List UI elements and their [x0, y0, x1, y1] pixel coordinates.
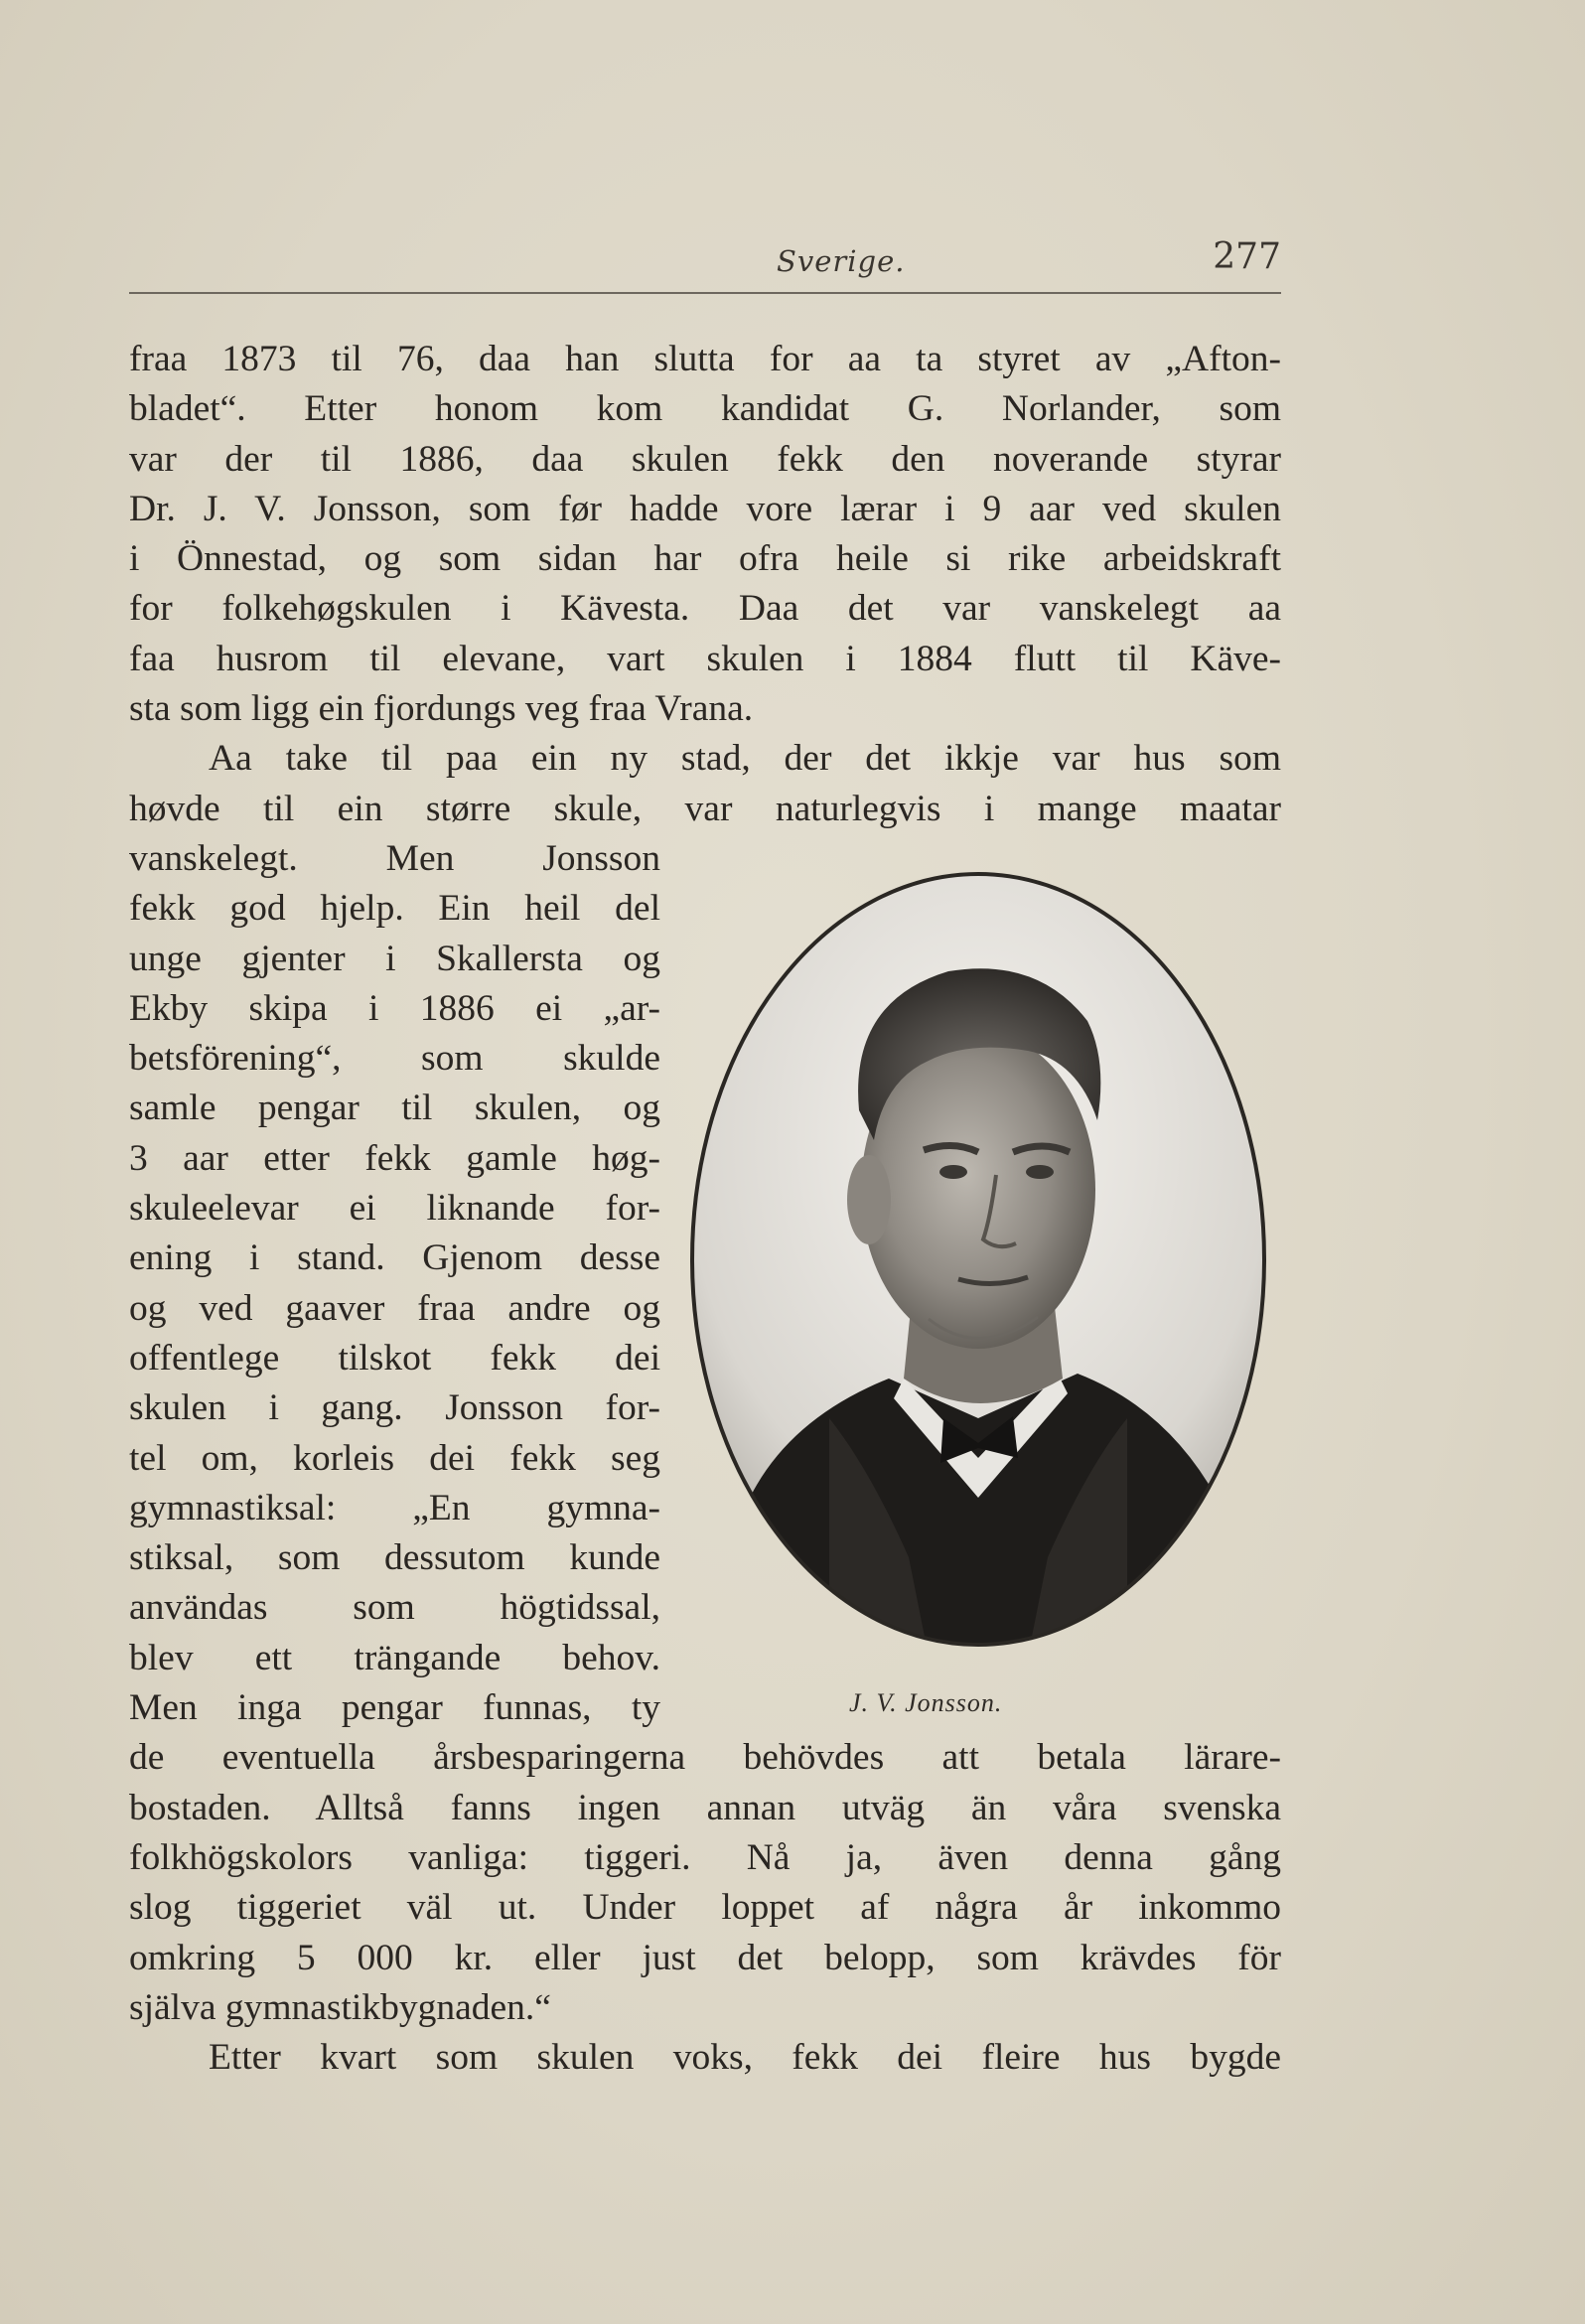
text-line: Dr. J. V. Jonsson, som før hadde vore lærar i 9 aar ved skulen	[129, 488, 1281, 529]
page-number: 277	[1213, 236, 1281, 277]
text-line: användas som högtidssal,	[129, 1587, 660, 1629]
text-line: ening i stand. Gjenom desse	[129, 1237, 660, 1279]
text-line: vanskelegt. Men Jonsson	[129, 837, 660, 879]
text-line: skulen i gang. Jonsson for-	[129, 1387, 660, 1429]
text-line: samle pengar til skulen, og	[129, 1088, 660, 1129]
text-line: Men inga pengar funnas, ty	[129, 1687, 660, 1729]
text-line: slog tiggeriet väl ut. Under loppet af några år inkommo	[129, 1887, 1281, 1929]
text-line: høvde til ein større skule, var naturlegvis i mange maatar	[129, 788, 1281, 829]
text-line: 3 aar etter fekk gamle høg-	[129, 1137, 660, 1179]
text-line: själva gymnastikbygnaden.“	[129, 1986, 551, 2028]
portrait-image	[680, 862, 1276, 1657]
text-line: folkhögskolors vanliga: tiggeri. Nå ja, även denna gång	[129, 1836, 1281, 1878]
text-line: betsförening“, som skulde	[129, 1038, 660, 1080]
text-line: tel om, korleis dei fekk seg	[129, 1437, 660, 1479]
text-line: blev ett trängande behov.	[129, 1637, 660, 1678]
text-line: de eventuella årsbesparingerna behövdes att betala lärare-	[129, 1737, 1281, 1779]
text-line: unge gjenter i Skallersta og	[129, 938, 660, 979]
text-line: i Önnestad, og som sidan har ofra heile si rike arbeidskraft	[129, 538, 1281, 580]
text-line: faa husrom til elevane, vart skulen i 1884 flutt til Käve-	[129, 638, 1281, 679]
text-line: offentlege tilskot fekk dei	[129, 1337, 660, 1379]
text-line: Aa take til paa ein ny stad, der det ikkje var hus som	[209, 738, 1281, 780]
text-line: Etter kvart som skulen voks, fekk dei fleire hus bygde	[209, 2037, 1281, 2079]
text-line: sta som ligg ein fjordungs veg fraa Vrana.	[129, 688, 754, 730]
text-line: fraa 1873 til 76, daa han slutta for aa ta styret av „Afton-	[129, 339, 1281, 379]
text-line: fekk god hjelp. Ein heil del	[129, 888, 660, 930]
page-header	[129, 230, 1281, 294]
text-line: stiksal, som dessutom kunde	[129, 1537, 660, 1579]
text-line: bostaden. Alltså fanns ingen annan utväg än våra svenska	[129, 1787, 1281, 1828]
running-title: Sverige.	[777, 244, 906, 278]
text-line: gymnastiksal: „En gymna-	[129, 1487, 660, 1528]
text-line: omkring 5 000 kr. eller just det belopp, som krävdes för	[129, 1937, 1281, 1978]
text-line: var der til 1886, daa skulen fekk den noverande styrar	[129, 438, 1281, 480]
text-line: Ekby skipa i 1886 ei „ar-	[129, 987, 660, 1029]
portrait-figure	[680, 862, 1276, 1657]
text-line: skuleelevar ei liknande for-	[129, 1188, 660, 1230]
text-line: og ved gaaver fraa andre og	[129, 1287, 660, 1329]
text-line: bladet“. Etter honom kom kandidat G. Norlander, som	[129, 388, 1281, 430]
portrait-caption: J. V. Jonsson.	[849, 1688, 1003, 1717]
text-line: for folkehøgskulen i Kävesta. Daa det var vanskelegt aa	[129, 588, 1281, 630]
